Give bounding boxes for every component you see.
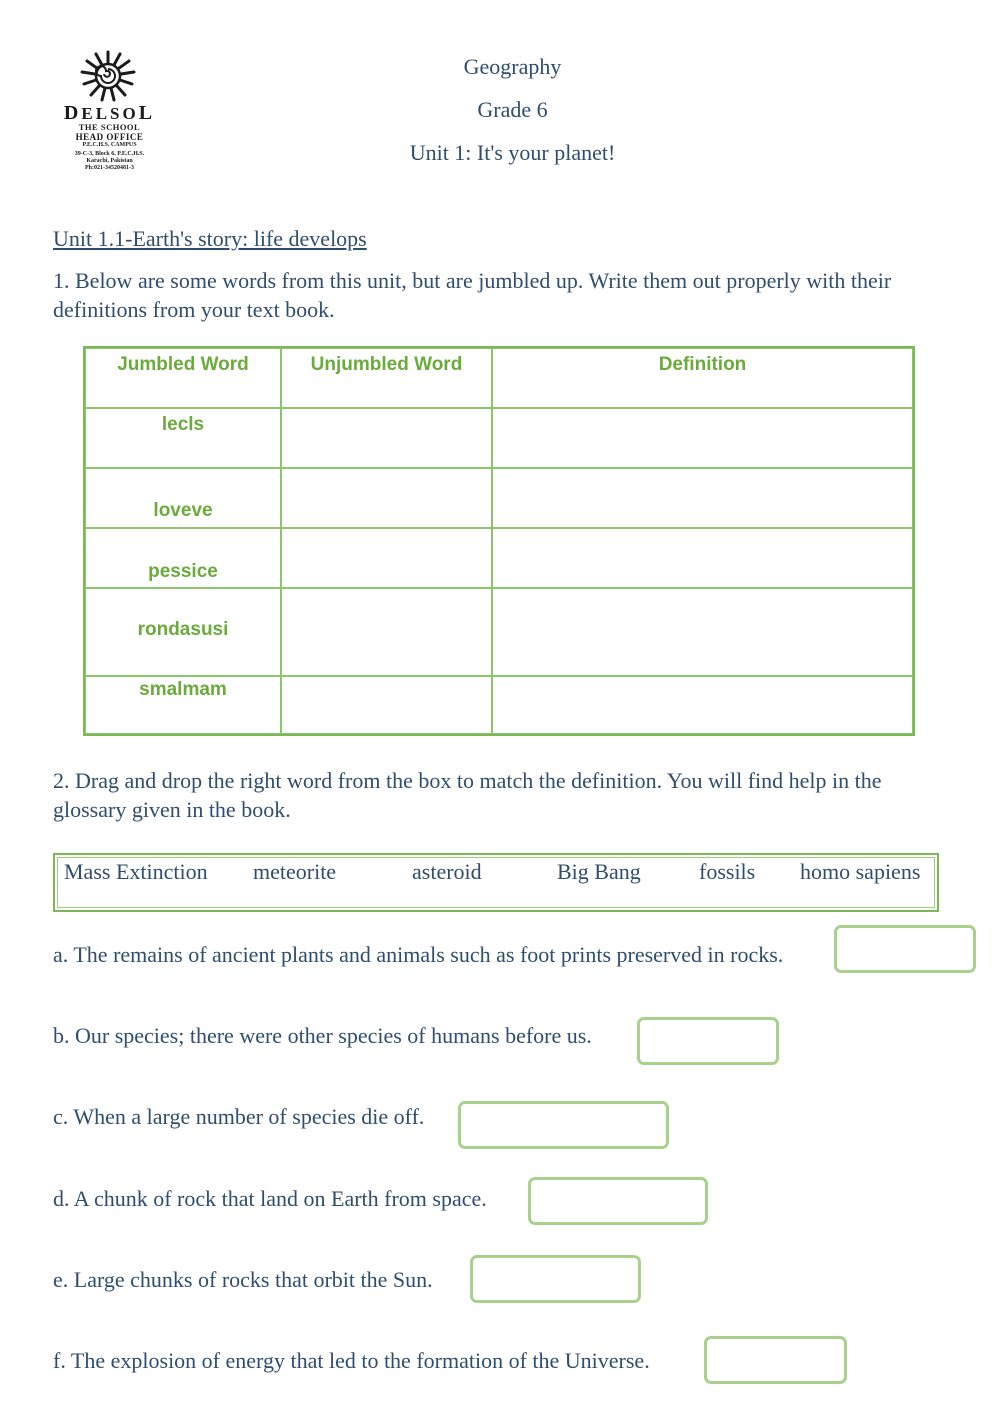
question-1-instructions: 1. Below are some words from this unit, but are jumbled up. Write them out properly with their definitions from your text book. (53, 268, 892, 322)
match-question-b: b. Our species; there were other species of humans before us. (53, 1023, 592, 1048)
unjumbled-word-input[interactable] (281, 588, 492, 676)
section-heading: Unit 1.1-Earth's story: life develops (53, 226, 367, 251)
match-question-f: f. The explosion of energy that led to the formation of the Universe. (53, 1348, 650, 1373)
drop-zone-d[interactable] (528, 1177, 708, 1225)
definition-input[interactable] (492, 408, 913, 468)
logo-phone: Ph:021-34520481-3 (85, 165, 134, 171)
drop-zone-c[interactable] (458, 1101, 669, 1149)
jumbled-word-cell: rondasusi (85, 588, 281, 676)
unjumbled-word-input[interactable] (281, 676, 492, 734)
unit-title: Unit 1: It's your planet! (409, 140, 616, 165)
match-question-e: e. Large chunks of rocks that orbit the Sun. (53, 1267, 433, 1292)
logo-campus: P.E.C.H.S. CAMPUS (82, 142, 137, 148)
grade-title: Grade 6 (477, 97, 548, 122)
match-question-a: a. The remains of ancient plants and animals such as foot prints preserved in rocks. (53, 942, 784, 967)
jumbled-word-cell: smalmam (85, 676, 281, 734)
unjumbled-word-input[interactable] (281, 528, 492, 588)
match-question-d: d. A chunk of rock that land on Earth from space. (53, 1186, 487, 1211)
drop-zone-f[interactable] (704, 1336, 847, 1384)
draggable-word-mass-extinction[interactable]: Mass Extinction (64, 859, 208, 884)
subject-title: Geography (463, 54, 562, 79)
definition-input[interactable] (492, 676, 913, 734)
draggable-word-meteorite[interactable]: meteorite (253, 859, 337, 884)
jumbled-word-cell: lecls (85, 408, 281, 468)
logo-name: DELSOL (63, 102, 156, 124)
logo-subtitle: THE SCHOOL (78, 122, 141, 132)
logo-office: HEAD OFFICE (75, 132, 144, 142)
definition-input[interactable] (492, 468, 913, 528)
logo-address-line1: 39-C-3, Block 6, P.E.C.H.S. (74, 151, 145, 157)
jumbled-word-cell: loveve (85, 468, 281, 528)
table-header-jumbled: Jumbled Word (85, 348, 281, 408)
match-question-c: c. When a large number of species die off. (53, 1104, 425, 1129)
definition-input[interactable] (492, 588, 913, 676)
drop-zone-b[interactable] (637, 1017, 779, 1065)
unjumbled-word-input[interactable] (281, 408, 492, 468)
draggable-word-asteroid[interactable]: asteroid (412, 859, 482, 884)
jumbled-words-table (83, 346, 915, 736)
draggable-word-big-bang[interactable]: Big Bang (557, 859, 641, 884)
draggable-word-homo-sapiens[interactable]: homo sapiens (800, 859, 921, 884)
logo-address-line2: Karachi, Pakistan (86, 158, 133, 164)
question-2-instructions: 2. Drag and drop the right word from the box to match the definition. You will find help in the glossary given in the book. (53, 768, 882, 822)
draggable-word-fossils[interactable]: fossils (699, 859, 756, 884)
jumbled-word-cell: pessice (85, 528, 281, 588)
unjumbled-word-input[interactable] (281, 468, 492, 528)
drop-zone-e[interactable] (470, 1255, 641, 1303)
table-header-unjumbled: Unjumbled Word (281, 348, 492, 408)
word-bank (53, 853, 939, 912)
table-header-definition: Definition (492, 348, 913, 408)
drop-zone-a[interactable] (834, 925, 976, 973)
definition-input[interactable] (492, 528, 913, 588)
